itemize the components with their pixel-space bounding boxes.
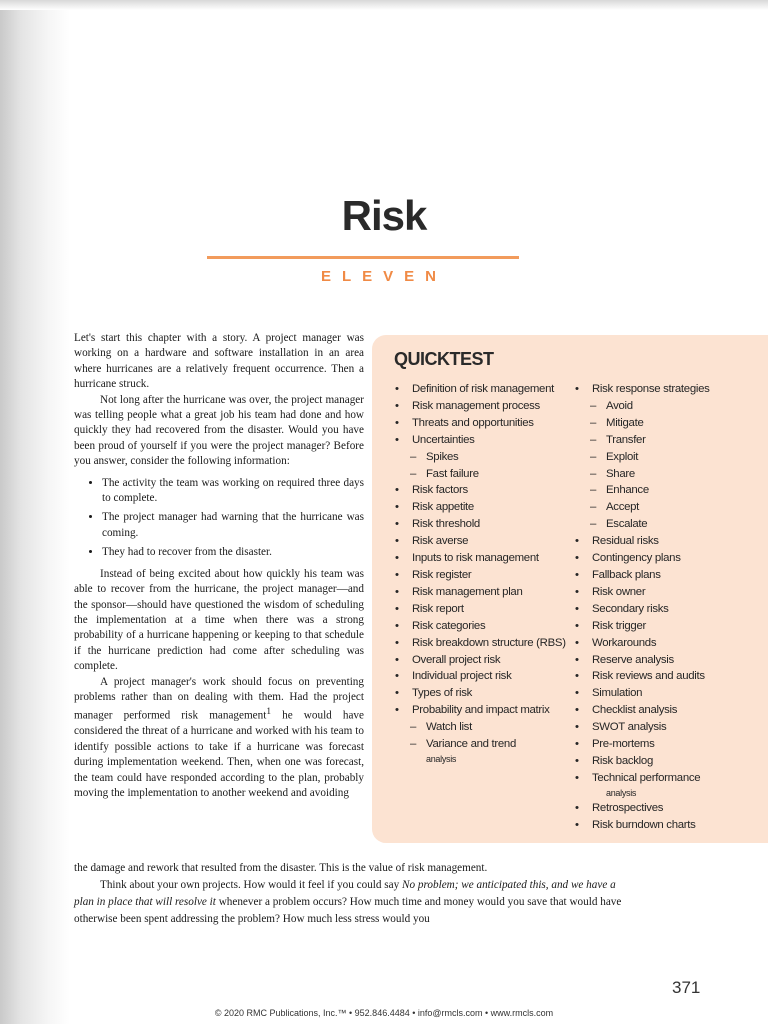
quicktest-subitem: – Variance and trend — [392, 736, 572, 753]
quicktest-subitem: – Fast failure — [392, 466, 572, 483]
intro-paragraph-1: Let's start this chapter with a story. A project manager was working on a hardware and software installation in an area where hurricanes are a relatively frequent occurrence. Then a hurricane struck. — [74, 332, 364, 391]
chapter-title: Risk — [341, 192, 427, 239]
quicktest-item: • Types of risk — [392, 685, 572, 702]
quicktest-subitem: – Accept — [572, 499, 762, 516]
quicktest-item: • Simulation — [572, 685, 762, 702]
intro-bullet: • They had to recover from the disaster. — [102, 545, 364, 560]
paragraph-4-text-b: he would have considered the threat of a hurricane and worked with his team to identify possible actions to take if a hurricane was forecast during implementation weekend. Then, when one was forecast, the team could have responded according to the plan, probably moving the implementation to another weekend and avoiding — [74, 710, 364, 800]
intro-column — [74, 331, 364, 802]
quicktest-box — [372, 335, 768, 843]
full-width-text — [74, 860, 634, 928]
quicktest-item: • Risk reviews and audits — [572, 668, 762, 685]
quicktest-item: • Risk register — [392, 567, 572, 584]
quicktest-item: • Risk threshold — [392, 516, 572, 533]
quicktest-subitem: – Share — [572, 466, 762, 483]
quicktest-item: • Risk averse — [392, 533, 572, 550]
quicktest-item: • Workarounds — [572, 635, 762, 652]
quicktest-item: • Risk management plan — [392, 584, 572, 601]
page-gutter-shadow — [0, 0, 70, 1024]
paragraph-5-emphasis: No problem; we anticipated this, and we have a plan in place that will resolve it — [74, 879, 616, 908]
quicktest-item: • Individual project risk — [392, 668, 572, 685]
quicktest-subitem: – Avoid — [572, 398, 762, 415]
quicktest-item: • Retrospectives — [572, 800, 762, 817]
page-footer: © 2020 RMC Publications, Inc.™ • 952.846.4484 • info@rmcls.com • www.rmcls.com — [214, 1008, 554, 1018]
intro-bullet-list — [74, 476, 364, 561]
quicktest-list-right — [572, 381, 762, 834]
quicktest-subitem: – Enhance — [572, 482, 762, 499]
chapter-number: ELEVEN — [320, 268, 447, 285]
intro-bullet: • The activity the team was working on required three days to complete. — [102, 476, 364, 507]
intro-paragraph-2: Not long after the hurricane was over, the project manager was telling people what a great job his team had done and how quickly they had recovered from the disaster. Would you have been proud of yourself if you were the project manager? Before you answer, consider the following information: — [74, 393, 364, 468]
quicktest-subitem: – Transfer — [572, 432, 762, 449]
intro-paragraph-4 — [74, 675, 364, 802]
intro-paragraph-5 — [74, 877, 634, 928]
quicktest-item: • Reserve analysis — [572, 652, 762, 669]
page-top-shadow — [0, 0, 768, 10]
paragraph-5-text-a: Think about your own projects. How would it feel if you could say — [100, 879, 403, 891]
footnote-marker: 1 — [266, 707, 272, 718]
quicktest-item: • Risk factors — [392, 482, 572, 499]
quicktest-item: • Overall project risk — [392, 652, 572, 669]
quicktest-continuation: analysis — [426, 753, 457, 764]
quicktest-item: • Definition of risk management — [392, 381, 572, 398]
paragraph-5-text-b: whenever a problem occurs? How much time and money would you save that would have otherwise been spent addressing the problem? How much less stress would you — [74, 896, 622, 925]
quicktest-subitem: – Exploit — [572, 449, 762, 466]
quicktest-item: • Technical performance — [572, 770, 762, 787]
quicktest-item: • Risk management process — [392, 398, 572, 415]
quicktest-item: • SWOT analysis — [572, 719, 762, 736]
quicktest-item: • Risk categories — [392, 618, 572, 635]
quicktest-item: • Checklist analysis — [572, 702, 762, 719]
quicktest-item: • Risk owner — [572, 584, 762, 601]
quicktest-item: • Probability and impact matrix — [392, 702, 572, 719]
quicktest-item: • Risk appetite — [392, 499, 572, 516]
paragraph-4-continuation: the damage and rework that resulted from the disaster. This is the value of risk management. — [74, 862, 488, 874]
quicktest-item: • Risk burndown charts — [572, 817, 762, 834]
quicktest-continuation: analysis — [606, 787, 637, 798]
quicktest-item: • Risk report — [392, 601, 572, 618]
quicktest-list-left — [392, 381, 572, 766]
quicktest-item: • Secondary risks — [572, 601, 762, 618]
quicktest-subitem: – Watch list — [392, 719, 572, 736]
page-number: 371 — [672, 978, 701, 997]
intro-paragraph-3: Instead of being excited about how quickly his team was able to recover from the hurricane, the project manager—and the sponsor—should have questioned the wisdom of scheduling the implementation at a time when there was a strong probability of a hurricane happening or keeping to that schedule if the hurricane prediction had come after scheduling was complete. — [74, 567, 364, 673]
quicktest-item: • Risk breakdown structure (RBS) — [392, 635, 572, 652]
quicktest-item: • Risk backlog — [572, 753, 762, 770]
paragraph-4-text-a: A project manager's work should focus on preventing problems rather than on dealing with them. Had the project manager performed risk management — [74, 675, 364, 723]
quicktest-item: • Risk trigger — [572, 618, 762, 635]
intro-bullet: • The project manager had warning that the hurricane was coming. — [102, 510, 364, 541]
quicktest-item: • Uncertainties — [392, 432, 572, 449]
quicktest-item: • Residual risks — [572, 533, 762, 550]
quicktest-item: • Risk response strategies — [572, 381, 762, 398]
title-divider — [207, 256, 519, 259]
quicktest-item: • Fallback plans — [572, 567, 762, 584]
quicktest-item: • Threats and opportunities — [392, 415, 572, 432]
quicktest-item: • Contingency plans — [572, 550, 762, 567]
quicktest-item: • Inputs to risk management — [392, 550, 572, 567]
quicktest-item: • Pre-mortems — [572, 736, 762, 753]
quicktest-subitem: – Spikes — [392, 449, 572, 466]
quicktest-subitem: – Mitigate — [572, 415, 762, 432]
quicktest-title: QUICKTEST — [394, 349, 494, 369]
quicktest-subitem: – Escalate — [572, 516, 762, 533]
